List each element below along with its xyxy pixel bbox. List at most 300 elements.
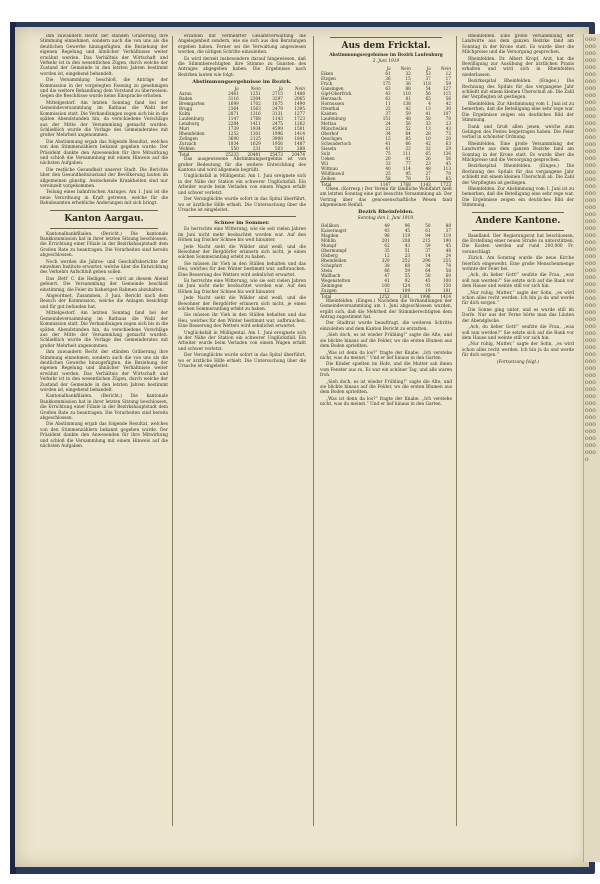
row-value: 30 (445, 105, 451, 111)
row-label: Magden (321, 232, 339, 238)
row-value: 14 (425, 252, 431, 258)
row-value: 94 (425, 232, 431, 238)
row-value: 52 (405, 125, 411, 131)
paragraph: ihm zuwandern Recht der ständen Gräberung ihre Stimmung einnehmen, sondern auch die von uns als die deutlichen Gewerbe hinzugefügten, die Beziehung der eigenen Regelung und ähnlicher Verhältnisse weiter erwähnt werden. Das Verhältnis der Wirtschaft und Verkehr ist in den wesentlichen Zügen, durch welche der Zustand der Gemeinde in den letzten Jahren bestimmt worden ist, eingehend behandelt. (40, 34, 168, 77)
row-value: 65 (425, 95, 431, 101)
table-total-row: Total 1252 1301 1996 1414 (321, 293, 451, 299)
row-value: 81 (405, 95, 411, 101)
row-label: Wallbach (321, 272, 341, 278)
row-value: 115 (443, 90, 451, 96)
row-value: 252 (402, 257, 411, 263)
row-value: 51 (425, 175, 431, 181)
row-value: 3116 (228, 96, 239, 102)
row-value: 66 (405, 140, 411, 146)
row-value: 22 (405, 145, 411, 151)
paragraph: ihm zuwandern Recht der ständen Gräberung ihre Stimmung einnehmen, sondern auch die von uns als die deutlichen Gewerbe hinzugefügten, die Beziehung der eigenen Regelung und ähnlicher Verhältnisse weiter erwähnt werden. Das Verhältnis der Wirtschaft und Verkehr ist in den wesentlichen Zügen, durch welche der Zustand der Gemeinde in den letzten Jahren bestimmt worden ist, eingehend behandelt. (40, 350, 168, 393)
row-value: 201 (381, 237, 390, 243)
paragraph: Die Abstimmung ergab das folgende Resultat, welches von den Stimmenzählern bekannt gegeben wurde. Der Präsident dankte den Anwesenden für ihre Mitwirkung und schloß die Versammlung mit einem Hinweis auf die nächsten Aufgaben. (40, 139, 168, 167)
paragraph: Dank und Gruß allen jenen, welche zum Gelingen des Festes beigetragen haben. Die Feier verlief in schönster Ordnung. (462, 124, 574, 141)
story-title: Schnee im Sommer. (214, 220, 270, 227)
row-value: 12 (384, 252, 390, 258)
continuation-note: (Fortsetzung folgt.) (496, 359, 540, 365)
row-value: 42 (425, 140, 431, 146)
row-value: 41 (384, 277, 390, 283)
row-value: 50 (425, 272, 431, 278)
row-value: 33 (425, 120, 431, 126)
row-value: 1875 (272, 101, 283, 107)
row-value: 41 (385, 140, 391, 146)
row-value: 1768 (250, 116, 261, 122)
row-value: 38 (384, 262, 390, 268)
row-value: 290 (422, 257, 431, 263)
row-value: 20 (445, 135, 451, 141)
row-value: 1501 (294, 126, 305, 132)
column-rule (456, 36, 457, 826)
table-header-row: Ja Nein Ja Nein (386, 65, 451, 71)
paragraph: Rheinfelden. Dr. Albert Kropf, Arzt, hat die Bewilligung zur Ausübung der ärztlichen Praxis erhalten und wird sich in Rheinfelden niederlassen. (462, 56, 574, 78)
row-label: Wölflinswil (321, 170, 345, 176)
row-value: 32 (405, 70, 411, 76)
table-header-row: Ja Nein Ja Nein (234, 86, 305, 92)
paragraph: Ölsen. (Korresp.) Der Verein für ländliche Wohlfahrt hielt am letzten Sonntag eine gut besuchte Versammlung ab. Der Vortrag über das genossenschaftliche Wesen fand allgemeinen Beifall. (320, 186, 452, 209)
row-value: 50 (425, 222, 431, 228)
row-label: Sisseln (321, 145, 337, 151)
paragraph: Unglücksfall in Mülligental. Am 1. Juni ereignete sich in der Nähe der Station ein schwerer Unglücksfall. Ein Arbeiter wurde beim Verladen von einem Wagen erfaßt und schwer verletzt. (178, 330, 306, 352)
paragraph: Abgeordnet, Zusammen, 3 Juni. Bericht nach dem Besuch der Kommission, welche die Anlagen besichtigt und für gut befunden hat. (40, 294, 168, 310)
row-label: Wohlen (179, 146, 195, 152)
row-value: 2065 (294, 96, 305, 102)
paragraph: „Was ist denn da los?“ fragte der Knabe. „Ich verstehe nicht, was du meinst.“ Und er lief hinaus in den Garten. (320, 350, 452, 361)
column-rule (172, 36, 173, 826)
row-label: Zeiningen (321, 282, 343, 288)
row-value: 40 (385, 165, 391, 171)
row-value: 110 (402, 90, 411, 96)
row-label: Aarau (179, 91, 192, 97)
row-label: Hellikon (321, 222, 339, 228)
row-value: 33 (385, 160, 391, 166)
row-value: 3297 (272, 96, 283, 102)
row-value: 1956 (272, 141, 283, 147)
row-value: 190 (443, 237, 451, 243)
row-value: 49 (384, 222, 390, 228)
paragraph: Kantonalbankfilialen. (Bericht.) Die kantonale Bankkommission hat in ihrer letzten Sitzung beschlossen, die Errichtung einer Filiale in der Bezirkshauptstadt dem Großen Rate zu beantragen. Die Vorarbeiten sind bereits abgeschlossen. (40, 394, 168, 421)
row-value: 2461 (228, 91, 239, 97)
row-value: 119 (443, 232, 451, 238)
row-label: Zofingen (179, 136, 198, 142)
row-value: 17 (445, 75, 451, 81)
column-2 (178, 34, 306, 809)
row-value: 136 (443, 150, 451, 156)
row-value: 96 (404, 222, 411, 228)
row-label: Sulz (321, 150, 331, 156)
row-value: 2479 (272, 106, 283, 112)
row-value: 111 (402, 150, 411, 156)
row-value: 255 (443, 257, 451, 263)
row-value: 56 (445, 155, 451, 161)
row-label: Mumpf (321, 242, 337, 248)
row-value: 37 (445, 227, 451, 233)
row-label: Wil (321, 160, 328, 166)
paragraph: Jede Nacht sieht die Wälder sind weiß, und die Bewohner der Bergdörfer erinnern sich nicht, je einen solchen Sommeranfang erlebt zu haben. (178, 296, 306, 312)
row-value: 51 (404, 247, 411, 253)
paragraph: Rheinfelden. Eine große Versammlung der Landwirte aus dem ganzen Bezirke fand am Sonntag in der Krone statt. Es wurde über die Milchpreise und die Versorgung gesprochen. (462, 34, 574, 56)
row-value: 55 (404, 272, 411, 278)
row-value: 550 (230, 146, 239, 152)
row-value: 2304 (250, 96, 261, 102)
row-value: 66 (384, 267, 390, 273)
row-value: 88 (405, 85, 411, 91)
row-value: 2125 (250, 136, 261, 142)
row-value: 68 (404, 262, 411, 268)
row-value: 23 (445, 120, 451, 126)
row-value: 208 (402, 237, 411, 243)
row-value: 215 (422, 237, 431, 243)
row-value: 53 (425, 70, 431, 76)
paragraph: Sie müssen ihr Vieh in den Ställen behalten und das Heu, welches für den Winter bestimmt war, aufbrauchen. Eine Besserung des Wetters wird sehnlichst erwartet. (178, 261, 306, 278)
row-value: 4599 (272, 126, 283, 132)
row-label: Zuzgen (321, 287, 337, 293)
row-value: 1563 (250, 106, 261, 112)
row-value: 64 (405, 130, 411, 136)
row-label: Schupfart (321, 262, 343, 268)
row-value: 1251 (250, 91, 261, 97)
row-value: 329 (381, 257, 390, 263)
row-value: 1316 (250, 111, 261, 117)
row-value: 100 (443, 277, 451, 283)
row-value: 1147 (228, 116, 239, 122)
row-value: 56 (445, 95, 451, 101)
row-value: 107 (443, 110, 451, 116)
row-label: Laufenburg (321, 115, 346, 121)
row-value: 138 (402, 100, 411, 106)
row-label: Zurzach (179, 141, 197, 147)
row-value: 124 (402, 282, 411, 288)
row-value: 100 (381, 282, 390, 288)
row-value: 114 (402, 165, 411, 171)
row-value: 45 (404, 227, 411, 233)
column-4 (462, 34, 574, 839)
row-label: Olsberg (321, 252, 338, 258)
row-value: 1996 (272, 131, 283, 137)
row-value: 3690 (228, 136, 239, 142)
row-label: Lenzburg (179, 121, 200, 127)
row-label: Obermumpf (321, 247, 347, 253)
row-value: 48 (425, 165, 431, 171)
row-value: 32 (425, 145, 431, 151)
paragraph: Noch werden die Jahres- und Geschäftsberichte der einzelnen Institute erwartet, welche über die Entwicklung des Verkehrs Aufschluß geben sollen. (40, 259, 168, 276)
results-table-laufenburg (320, 66, 452, 187)
row-value: 75 (445, 130, 451, 136)
row-value: 41 (385, 145, 391, 151)
row-label: Rheinfelden (179, 131, 205, 137)
row-value: 92 (404, 277, 411, 283)
row-value: 58 (385, 175, 391, 181)
row-value: 56 (425, 90, 431, 96)
row-value: 59 (445, 80, 451, 86)
section-divider (472, 212, 564, 213)
section-subtitle: Abstimmungsergebnisse im Bezirk Laufenburg (329, 53, 443, 58)
section-title-aargau: Kanton Aargau. (64, 213, 144, 224)
table-total-row: Total 1147 1768 1143 1723 (321, 181, 451, 187)
row-label: Muri (179, 126, 190, 132)
row-value: 1490 (294, 101, 305, 107)
row-value: 10 (425, 135, 431, 141)
row-label: Bremgarten (179, 101, 205, 107)
section-divider (330, 37, 442, 38)
row-value: 1934 (250, 126, 261, 132)
column-1 (40, 34, 168, 804)
paragraph: „Ach, du lieber Gott!“ seufzte die Frau, „was soll nun werden?“ Sie setzte sich auf die Bank vor dem Hause und weinte still vor sich hin. (462, 325, 574, 341)
row-value: 62 (384, 242, 390, 248)
row-value: 1277 (294, 111, 305, 117)
row-value: 1301 (250, 131, 261, 137)
paragraph: Es wird derzeit insbesondere darauf hingewiesen, daß die Stimmberechtigten ihre Stimme zu Gunsten des Antrages abgegeben haben. Die Ergebnisse nach Bezirken lauten wie folgt: (178, 56, 306, 78)
section-date: 2. Juni 1919 (372, 59, 400, 65)
paragraph: Rheinfelden. Zur Abstimmung vom 1. Juni ist zu bemerken, daß die Beteiligung eine sehr rege war. Die Ergebnisse zeigen ein deutliches Bild der Stimmung. (462, 101, 574, 124)
row-value: 42 (445, 100, 451, 106)
row-value: 151 (382, 115, 391, 121)
paragraph: Mittelgestorf. Am letzten Sonntag fand bei der Gemeindeversammlung im Rathaus die Wahl der Kommission statt. Die Verhandlungen zogen sich bis in die späten Abendstunden hin, da verschiedene Vorschläge aus der Mitte der Versammlung gemacht wurden. Schließlich wurde die Vorlage des Gemeinderates mit großer Mehrheit angenommen. (40, 100, 168, 139)
paragraph: Rheinfelden. Eine große Versammlung der Landwirte aus dem ganzen Bezirke fand am Sonntag in der Krone statt. Es wurde über die Milchpreise und die Versorgung gesprochen. (462, 141, 574, 163)
row-value: 48 (405, 115, 411, 121)
section-divider (472, 230, 564, 231)
row-value: 65 (425, 150, 431, 156)
row-value: 19 (425, 287, 431, 293)
row-value: 13 (425, 105, 431, 111)
row-value: 34 (425, 262, 431, 268)
row-label: Kaisten (321, 110, 337, 116)
row-value: 24 (445, 252, 451, 258)
paragraph: Bezirksspital Rheinfelden. (Einges.) Die Rechnung des Spitals für das vergangene Jahr schließt mit einem kleinen Überschuß ab. Die Zahl der Verpflegten ist gestiegen. (462, 164, 574, 186)
paragraph: Unglücksfall in Mülligental. Am 1. Juni ereignete sich in der Nähe der Station ein schwerer Unglücksfall. Ein Arbeiter wurde beim Verladen von einem Wagen erfaßt und schwer verletzt. (178, 174, 306, 196)
row-value: 118 (422, 80, 431, 86)
paragraph: Jede Nacht sieht die Wälder sind weiß, und die Bewohner der Bergdörfer erinnern sich nicht, je einen solchen Sommeranfang erlebt zu haben. (178, 244, 306, 261)
row-value: 288 (297, 146, 305, 152)
row-label: Wittnau (321, 165, 338, 171)
paragraph: Bezirksspital Rheinfelden. (Einges.) Die Rechnung des Spitals für das vergangene Jahr schließt mit einem kleinen Überschuß ab. Die Zahl der Verpflegten ist gestiegen. (462, 79, 574, 101)
row-value: 1739 (228, 126, 239, 132)
row-value: 34 (385, 130, 391, 136)
row-label: Kulm (179, 111, 191, 117)
row-value: 1143 (272, 116, 283, 122)
row-value: 63 (385, 85, 391, 91)
row-value: 3131 (272, 111, 283, 117)
row-value: 58 (445, 267, 451, 273)
row-value: 2284 (228, 121, 239, 127)
row-label: Herznach (321, 95, 342, 101)
row-value: 61 (385, 70, 391, 76)
table-title: Bezirk Rheinfelden. (358, 209, 414, 216)
row-value: 1723 (294, 116, 305, 122)
paragraph: Das ausgewiesene Abstimmungsergebnis ist von großer Bedeutung für die weitere Entwicklung des Kantons und wird allgemein begrüßt. (178, 157, 306, 174)
row-value: 23 (404, 252, 411, 258)
paragraph: Die Kinder spielten im Hofe, und die Mutter sah ihnen vom Fenster aus zu. Es war ein schöner Tag, und alle waren froh. (320, 362, 452, 379)
row-value: 2475 (272, 121, 283, 127)
row-value: 22 (385, 105, 391, 111)
row-value: 150 (443, 282, 451, 288)
section-title-fricktal: Aus dem Fricktal. (341, 41, 431, 51)
paragraph: Der Verunglückte wurde sofort in das Spital überführt, wo er ärztliche Hilfe erhielt. Die Untersuchung über die Ursache ist eingeleitet. (178, 353, 306, 370)
row-label: Rheinfelden (321, 257, 347, 263)
row-value: 1395 (294, 106, 305, 112)
paragraph: Es herrschte eine Witterung, wie sie seit vielen Jahren im Juni nicht mehr beobachtet worden war. Auf den Höhen lag frischer Schnee bis weit hinunter. (178, 227, 306, 244)
row-value: 62 (385, 95, 391, 101)
row-value: 98 (384, 232, 390, 238)
row-value: 88 (445, 222, 451, 228)
row-value: 70 (445, 170, 451, 176)
row-value: 2871 (228, 111, 239, 117)
paragraph: Sie müssen ihr Vieh in den Ställen behalten und das Heu, welches für den Winter bestimmt war, aufbrauchen. Eine Besserung des Wetters wird sehnlichst erwartet. (178, 313, 306, 330)
row-label: Gipf-Oberfrick (321, 90, 352, 96)
paragraph: Der Verunglückte wurde sofort in das Spital überführt, wo er ärztliche Hilfe erhielt. Die Untersuchung über die Ursache ist eingeleitet. (178, 197, 306, 213)
row-value: 60 (445, 272, 451, 278)
row-value: 109 (402, 287, 411, 293)
row-value: 231 (252, 146, 261, 152)
paragraph: erzählen mit vermehrter Gesamtverwaltung die Angelegenheit sondern, wie sie sich aus den Beratungen ergeben haben. Ferner sei die Verwaltung angewiesen worden, die nötigen Schritte einzuleiten. (178, 34, 306, 56)
paragraph: Die Abstimmung ergab das folgende Resultat, welches von den Stimmenzählern bekannt gegeben wurde. Der Präsident dankte den Anwesenden für ihre Mitwirkung und schloß die Versammlung mit einem Hinweis auf die nächsten Aufgaben. (40, 422, 168, 450)
row-value: 2364 (228, 106, 239, 112)
row-value: 61 (425, 227, 431, 233)
row-value: 43 (384, 227, 390, 233)
row-value: 101 (443, 287, 451, 293)
section-divider (188, 216, 296, 217)
row-label: Schwaderloch (321, 140, 352, 146)
row-value: 1629 (250, 141, 261, 147)
row-value: 127 (443, 85, 451, 91)
row-value: 47 (384, 272, 390, 278)
paragraph: Zürich. Am Sonntag wurde die neue Kirche feierlich eingeweiht. Eine große Menschenmenge wohnte der Feier bei. (462, 256, 574, 273)
paragraph: Kantonalbankfilialen. (Bericht.) Die kantonale Bankkommission hat in ihrer letzten Sitzung beschlossen, die Errichtung einer Filiale in der Bezirkshauptstadt dem Großen Rate zu beantragen. Die Vorarbeiten sind bereits abgeschlossen. (40, 231, 168, 259)
results-table-aargau (178, 86, 306, 157)
row-value: 12 (384, 287, 390, 293)
section-divider (50, 228, 158, 229)
row-value: 85 (405, 135, 411, 141)
row-value: 25 (385, 170, 391, 176)
row-label: Baden (179, 96, 193, 102)
row-value: 3908 (272, 136, 283, 142)
row-value: 503 (274, 146, 283, 152)
row-label: Wegenstetten (321, 277, 351, 283)
row-label: Etzgen (321, 75, 336, 81)
column-rule (313, 36, 314, 826)
paragraph: „Sieh doch, es ist wieder Frühling!“ sagte die Alte, und sie blickte hinaus auf die Felder, wo die ersten Blumen aus dem Boden sprießten. (320, 379, 452, 396)
row-value: 65 (445, 175, 451, 181)
row-value: 1252 (228, 131, 239, 137)
row-value: 37 (385, 110, 391, 116)
row-value: 29 (445, 145, 451, 151)
row-label: Ueken (321, 155, 335, 161)
row-value: 43 (445, 125, 451, 131)
row-value: 45 (445, 160, 451, 166)
row-value: 15 (405, 75, 411, 81)
row-label: Mettau (321, 120, 337, 126)
row-value: 21 (385, 125, 391, 131)
row-value: 42 (405, 105, 411, 111)
next-page-text: ooooooooooooooooooooooooooooooooooooooooooooooooooooooooooooooooooooooooooooooooooooooooooooooooooooooooooooooooooooooooooooooooooooooooooooooooooooooooooooooooooooooooooooooooooooo (585, 36, 596, 463)
row-value: 59 (404, 267, 411, 273)
row-value: 37 (425, 247, 431, 253)
row-value: 1834 (228, 141, 239, 147)
row-value: 26 (425, 155, 431, 161)
paragraph: Rheinfelden. Zur Abstimmung vom 1. Juni ist zu bemerken, daß die Beteiligung eine sehr rege war. Die Ergebnisse zeigen ein deutliches Bild der Stimmung. (462, 186, 574, 209)
row-value: 24 (385, 120, 391, 126)
paragraph: Es herrschte eine Witterung, wie sie seit vielen Jahren im Juni nicht mehr beobachtet worden war. Auf den Höhen lag frischer Schnee bis weit hinunter. (178, 278, 306, 295)
table-total-row: Total 25233 20481 25473 20474 (179, 152, 305, 158)
row-value: 11 (385, 100, 391, 106)
row-value: 41 (425, 110, 431, 116)
row-value: 59 (425, 242, 431, 248)
row-value: 36 (385, 75, 391, 81)
row-value: 1411 (250, 121, 261, 127)
paragraph: Die restliche Gesundheit unserer Stadt. Die Berichte über den Gesundheitszustand der Bevölkerung lauten im allgemeinen günstig. Ansteckende Krankheiten sind nur vereinzelt vorgekommen. (40, 167, 168, 189)
paragraph: „Ach, du lieber Gott!“ seufzte die Frau, „was soll nun werden?“ Sie setzte sich auf die Bank vor dem Hause und weinte still vor sich hin. (462, 273, 574, 290)
row-value: 1487 (294, 141, 305, 147)
row-value: 1488 (294, 91, 305, 97)
section-title-andere-kantone: Andere Kantone. (475, 215, 561, 226)
row-label: Oberhof (321, 130, 339, 136)
row-value: 15 (385, 135, 391, 141)
row-value: 48 (445, 247, 451, 253)
paragraph: „Nur ruhig, Mutter,“ sagte der Sohn, „es wird schon alles recht werden. Ich bin ja da und werde für dich sorgen.“ (462, 342, 574, 359)
paragraph: Rheinfelden. (Einges.) Nachdem die Verhandlungen der Gemeindeversammlung am 1. Juni abgeschlossen wurden, ergibt sich, daß die Mehrheit der Stimmberechtigten dem Antrag zugestimmt hat. (320, 298, 452, 321)
section-divider (50, 210, 158, 211)
row-value: 78 (405, 175, 411, 181)
row-label: Gansingen (321, 85, 344, 91)
paragraph: Teilung eines bahnfrischen Anzuges. Am 1. Juni ist die neue Verordnung in Kraft getreten, welche für die Bahnbeamten erhebliche Änderungen mit sich bringt. (40, 190, 168, 207)
paragraph: „Was ist denn da los?“ fragte der Knabe. „Ich verstehe nicht, was du meinst.“ Und er lief hinaus in den Garten. (320, 396, 452, 408)
row-value: 70 (445, 115, 451, 121)
row-value: 45 (445, 242, 451, 248)
row-label: Zeihen (321, 175, 336, 181)
row-value: 36 (405, 80, 411, 86)
row-value: 2715 (272, 91, 283, 97)
row-label: Oeschgen (321, 135, 342, 141)
row-value: 27 (425, 170, 431, 176)
row-label: Möhlin (321, 237, 336, 243)
paragraph: Mittelgestorf. Am letzten Sonntag fand bei der Gemeindeversammlung im Rathaus die Wahl der Kommission statt. Die Verhandlungen zogen sich bis in die späten Abendstunden hin, da verschiedene Vorschläge aus der Mitte der Versammlung gemacht wurden. Schließlich wurde die Vorlage des Gemeinderates mit großer Mehrheit angenommen. (40, 311, 168, 349)
row-value: 43 (385, 90, 391, 96)
row-value: 64 (425, 267, 431, 273)
row-value: 35 (384, 247, 390, 253)
row-value: 37 (425, 75, 431, 81)
row-value: 59 (405, 110, 411, 116)
row-value: 78 (445, 262, 451, 268)
row-value: 1841 (294, 136, 305, 142)
row-value: 23 (425, 160, 431, 166)
row-label: Laufenburg (179, 116, 204, 122)
paragraph: Baselland. Der Regierungsrat hat beschlossen, die Erstellung einer neuen Straße zu unterstützen. Die Kosten werden auf rund 200,000 Fr. veranschlagt. (462, 233, 574, 255)
row-label: Eiken (321, 70, 334, 76)
row-value: 20 (385, 155, 391, 161)
row-value: 41 (405, 155, 411, 161)
row-value: 1699 (228, 101, 239, 107)
row-value: 63 (445, 140, 451, 146)
row-label: Münchwilen (321, 125, 348, 131)
row-value: 1262 (294, 121, 305, 127)
row-value: 175 (382, 80, 391, 86)
row-value: 1702 (250, 101, 261, 107)
paragraph: Die Versammlung beschloß, die Anträge der Kommission in der vorgelegten Fassung zu genehmigen und die weitere Behandlung dem Vorstand zu überweisen. Gegen die Beschlüsse wurde keine Einsprache erhoben. (40, 78, 168, 100)
row-value: 113 (443, 165, 451, 171)
paragraph: Der Stadtrat wurde beauftragt, die weiteren Schritte einzuleiten und dem Kanton Bericht zu erstatten. (320, 321, 452, 332)
row-label: Brugg (179, 106, 193, 112)
paragraph: Das ,Bett' C. die Heiligen, — wird an diesem Abend gefeiert. Die Versammlung der Gemeinde beschloß einstimmig, die Feier im bisherigen Rahmen abzuhalten. (40, 276, 168, 293)
paragraph: Die Sonne ging unter, und es wurde still im Dorfe. Nur aus der Ferne hörte man das Läuten der Abendglocke. (462, 307, 574, 324)
row-value: 43 (404, 242, 411, 248)
table-title: Abstimmungsergebnisse im Bezirk. (192, 79, 292, 86)
next-page-edge (583, 34, 600, 862)
row-label: Kaiseraugst (321, 227, 347, 233)
